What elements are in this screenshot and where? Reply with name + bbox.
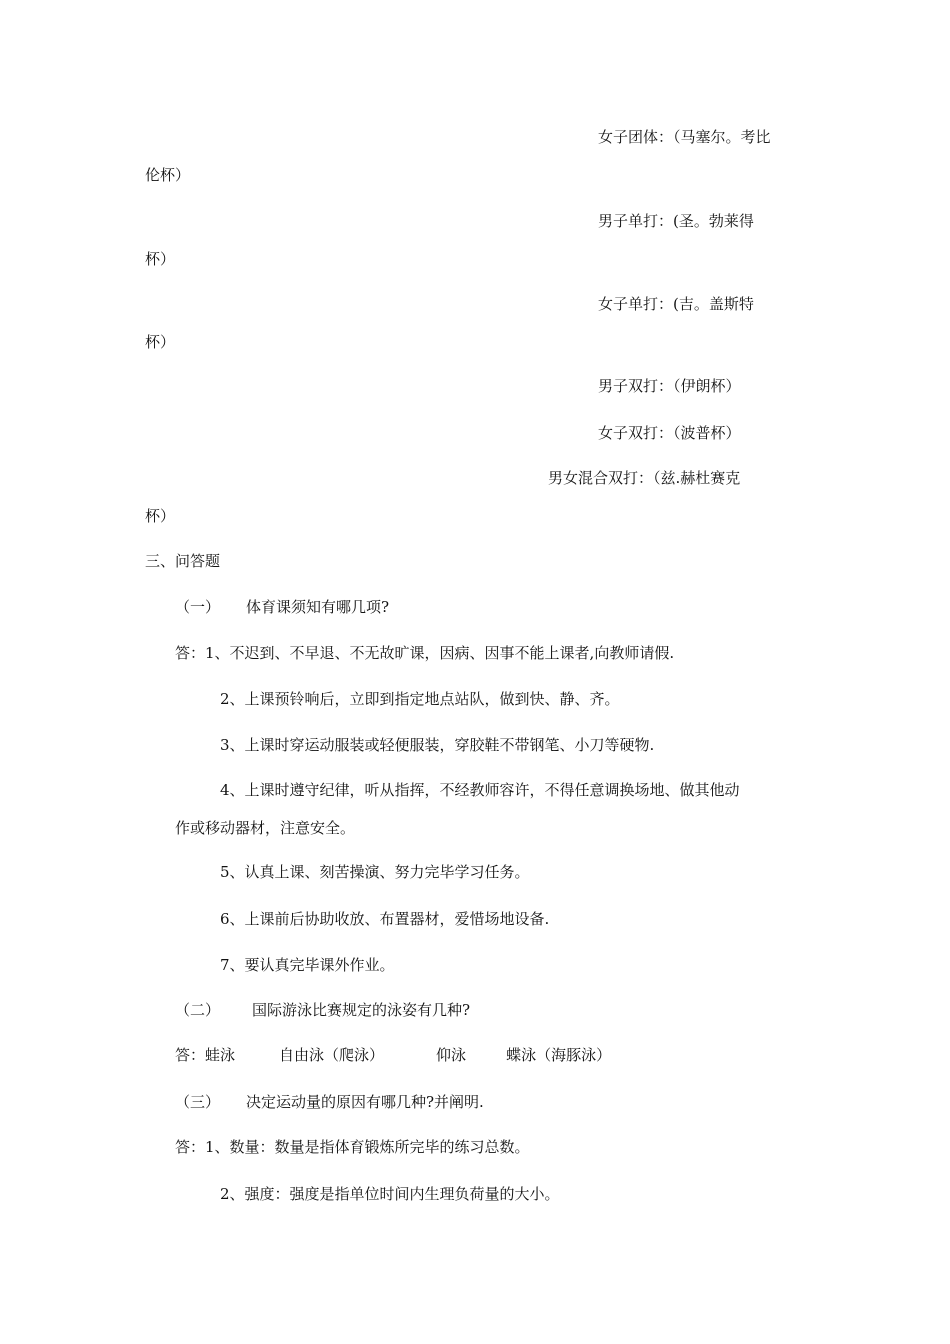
question-2-number: （二）	[175, 1001, 221, 1019]
answer-3-line-1: 答：1、数量：数量是指体育锻炼所完毕的练习总数。	[175, 1138, 530, 1156]
answer-1-line-4: 4、上课时遵守纪律，听从指挥，不经教师容许，不得任意调换场地、做其他动	[220, 781, 740, 799]
cup-item-women-singles: 女子单打：(吉。盖斯特	[598, 295, 754, 313]
question-3-text: 决定运动量的原因有哪几种?并阐明.	[246, 1093, 484, 1111]
answer-1-line-4-cont: 作或移动器材，注意安全。	[175, 819, 356, 837]
question-3	[175, 1092, 484, 1112]
section-title: 三、问答题	[145, 552, 221, 570]
answer-2-prefix: 答：	[175, 1046, 206, 1064]
cup-item-men-doubles: 男子双打：（伊朗杯）	[598, 377, 741, 395]
stroke-item: 蝶泳（海豚泳）	[506, 1046, 612, 1064]
cup-item-women-singles-cont: 杯）	[145, 333, 176, 351]
stroke-item: 仰泳	[436, 1046, 467, 1064]
cup-item-men-singles: 男子单打：(圣。勃莱得	[598, 212, 754, 230]
cup-item-women-doubles: 女子双打：（波普杯）	[598, 424, 741, 442]
cup-item-mixed-doubles-cont: 杯）	[145, 507, 176, 525]
answer-1-line-7: 7、要认真完毕课外作业。	[220, 956, 395, 974]
answer-1-line-1: 答：1、不迟到、不早退、不无故旷课，因病、因事不能上课者,向教师请假.	[175, 644, 675, 662]
answer-1-line-3: 3、上课时穿运动服装或轻便服装，穿胶鞋不带钢笔、小刀等硬物.	[220, 736, 655, 754]
question-1-number: （一）	[175, 598, 221, 616]
answer-1-line-5: 5、认真上课、刻苦操演、努力完毕学习任务。	[220, 863, 530, 881]
stroke-item: 蛙泳	[205, 1046, 236, 1064]
question-2	[175, 1000, 470, 1020]
cup-item-women-team: 女子团体：（马塞尔。考比	[598, 128, 771, 146]
stroke-item: 自由泳（爬泳）	[279, 1046, 385, 1064]
answer-1-line-2: 2、上课预铃响后，立即到指定地点站队，做到快、静、齐。	[220, 690, 620, 708]
answer-2	[175, 1045, 611, 1065]
cup-item-mixed-doubles: 男女混合双打：（兹.赫杜赛克	[548, 469, 741, 487]
question-1-text: 体育课须知有哪几项?	[246, 598, 390, 616]
question-3-number: （三）	[175, 1093, 221, 1111]
question-2-text: 国际游泳比赛规定的泳姿有几种?	[252, 1001, 471, 1019]
answer-3-line-2: 2、强度：强度是指单位时间内生理负荷量的大小。	[220, 1185, 560, 1203]
cup-item-men-singles-cont: 杯）	[145, 250, 176, 268]
question-1	[175, 597, 389, 617]
answer-1-line-6: 6、上课前后协助收放、布置器材，爱惜场地设备.	[220, 910, 550, 928]
cup-item-women-team-cont: 伦杯）	[145, 166, 191, 184]
